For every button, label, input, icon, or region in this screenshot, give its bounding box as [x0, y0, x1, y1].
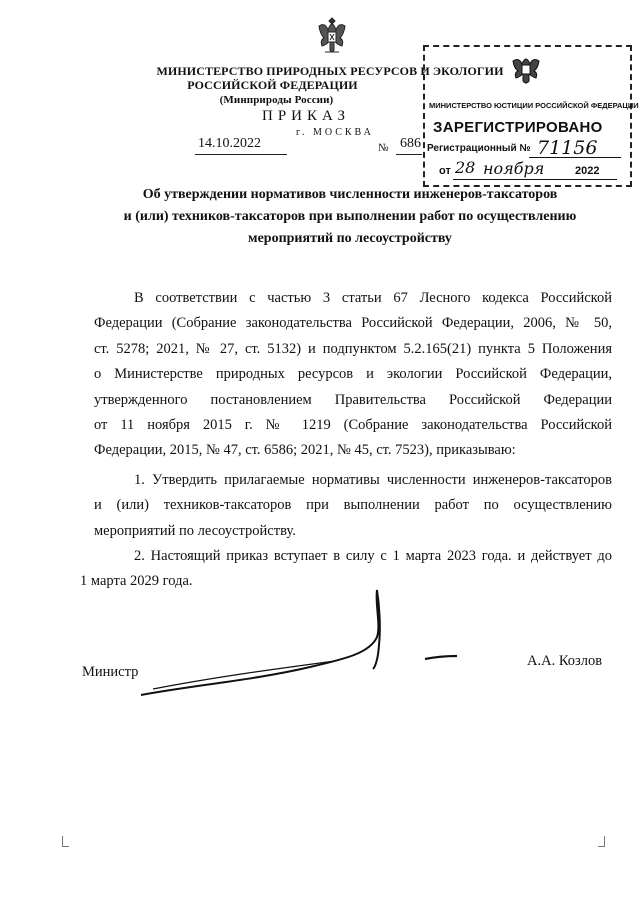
preamble-line: ст. 5278; 2021, № 27, ст. 5132) и подпунктом 5.2.165(21) пункта 5 Положения	[94, 340, 612, 357]
city-label: г. МОСКВА	[296, 127, 374, 138]
number-underline	[396, 154, 422, 155]
stamp-emblem-icon	[509, 51, 543, 89]
item-1-line: мероприятий по лесоустройству.	[94, 522, 296, 539]
item-2-line: 2. Настоящий приказ вступает в силу с 1 марта 2023 года. и действует до	[134, 548, 612, 564]
order-title	[70, 184, 630, 250]
stamp-date-year: 2022	[575, 165, 600, 177]
item-1-paragraph	[94, 468, 612, 544]
stamp-date-prefix: от	[439, 165, 451, 177]
stamp-number-underline	[529, 157, 621, 158]
preamble-line: Федерации, 2015, № 47, ст. 6586; 2021, № 45, ст. 7523), приказываю:	[94, 442, 516, 459]
preamble-line: о Министерстве природных ресурсов и экологии Российской Федерации,	[94, 366, 612, 383]
preamble-line: Федерации (Собрание законодательства Российской Федерации, 2006, № 50,	[94, 315, 612, 332]
order-number: 686	[400, 136, 421, 151]
handwritten-signature	[135, 585, 465, 705]
stamp-date-month: ноября	[483, 159, 545, 178]
order-date: 14.10.2022	[198, 136, 261, 151]
item-1-line: 1. Утвердить прилагаемые нормативы численности инженеров-таксаторов	[134, 472, 612, 488]
preamble-line: от 11 ноября 2015 г. № 1219 (Собрание законодательства Российской	[94, 417, 612, 434]
stamp-date-day: 28	[455, 158, 476, 177]
number-prefix: №	[378, 142, 389, 154]
signatory-position: Министр	[82, 664, 139, 680]
title-line-2: и (или) техников-таксаторов при выполнении работ по осуществлению	[123, 209, 577, 224]
corner-mark	[62, 836, 69, 847]
date-underline	[195, 154, 287, 155]
title-line-1: Об утверждении нормативов численности инженеров-таксаторов	[142, 187, 558, 202]
ministry-name-line1: МИНИСТЕРСТВО ПРИРОДНЫХ РЕСУРСОВ И ЭКОЛОГИИ	[156, 64, 504, 78]
item-1-line: и (или) техников-таксаторов при выполнении работ по осуществлению	[94, 497, 612, 514]
corner-mark	[598, 836, 605, 847]
registration-stamp	[423, 45, 639, 187]
stamp-date-underline	[453, 179, 617, 180]
stamp-registered-label: ЗАРЕГИСТРИРОВАНО	[433, 119, 603, 136]
coat-of-arms-emblem	[313, 14, 351, 58]
signatory-name: А.А. Козлов	[527, 653, 603, 669]
item-2-line: 1 марта 2029 года.	[80, 573, 193, 590]
stamp-ministry-line: МИНИСТЕРСТВО ЮСТИЦИИ РОССИЙСКОЙ ФЕДЕРАЦИИ	[429, 101, 639, 110]
preamble-line: В соответствии с частью 3 статьи 67 Лесного кодекса Российской	[134, 290, 612, 306]
doc-type-title: ПРИКАЗ	[262, 108, 350, 124]
ministry-short-name: (Минприроды России)	[219, 94, 334, 106]
title-line-3: мероприятий по лесоустройству	[248, 231, 452, 246]
stamp-reg-label: Регистрационный №	[427, 143, 531, 154]
preamble-line: утвержденного постановлением Правительства Российской Федерации	[94, 391, 612, 408]
stamp-reg-number: 71156	[537, 137, 598, 159]
preamble-paragraph	[94, 286, 612, 464]
ministry-name-line2: РОССИЙСКОЙ ФЕДЕРАЦИИ	[187, 78, 358, 92]
